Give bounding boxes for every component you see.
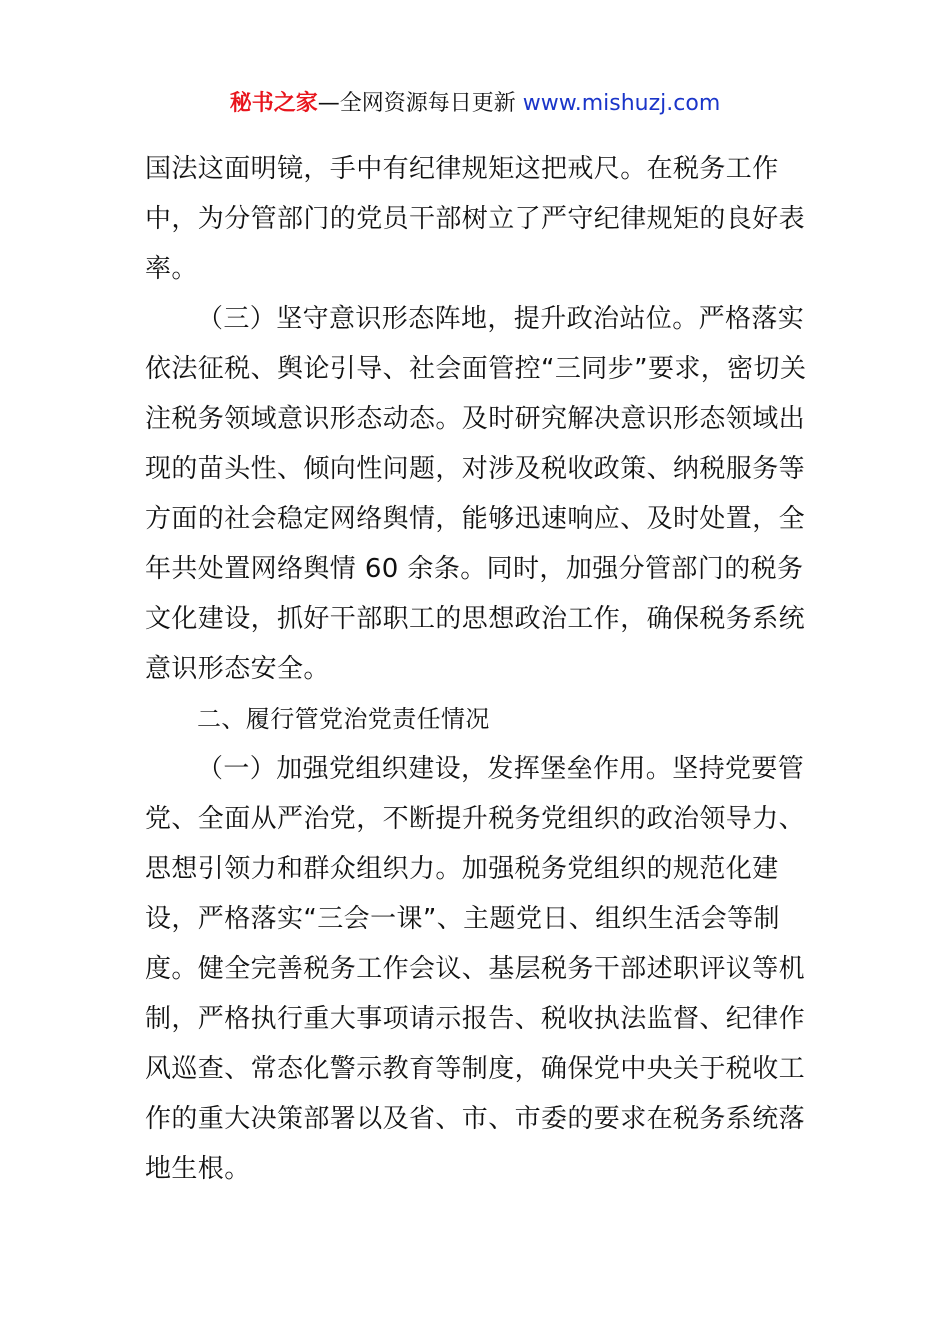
section-heading: 二、履行管党治党责任情况 [197, 705, 490, 733]
header-tagline: —全网资源每日更新 [317, 91, 523, 116]
brand-name: 秘书之家 [229, 91, 318, 116]
document-body [145, 144, 810, 1194]
page-header [0, 88, 950, 120]
paragraph-continuation: 国法这面明镜，手中有纪律规矩这把戒尺。在税务工作中，为分管部门的党员干部树立了严守纪律规矩的良好表率。 [145, 154, 806, 284]
website-link[interactable]: www.mishuzj.com [522, 91, 721, 116]
paragraph-party-building: （一）加强党组织建设，发挥堡垒作用。坚持党要管党、全面从严治党，不断提升税务党组织的政治领导力、思想引领力和群众组织力。加强税务党组织的规范化建设，严格落实“三会一课”、主题党日、组织生活会等制度。健全完善税务工作会议、基层税务干部述职评议等机制，严格执行重大事项请示报告、税收执法监督、纪律作风巡查、常态化警示教育等制度，确保党中央关于税收工作的重大决策部署以及省、市、市委的要求在税务系统落地生根。 [145, 754, 806, 1184]
paragraph-ideology: （三）坚守意识形态阵地，提升政治站位。严格落实依法征税、舆论引导、社会面管控“三同步”要求，密切关注税务领域意识形态动态。及时研究解决意识形态领域出现的苗头性、倾向性问题，对涉及税收政策、纳税服务等方面的社会稳定网络舆情，能够迅速响应、及时处置，全年共处置网络舆情 60 余条。同时，加强分管部门的税务文化建设，抓好干部职工的思想政治工作，确保税务系统意识形态安全。 [145, 304, 807, 684]
